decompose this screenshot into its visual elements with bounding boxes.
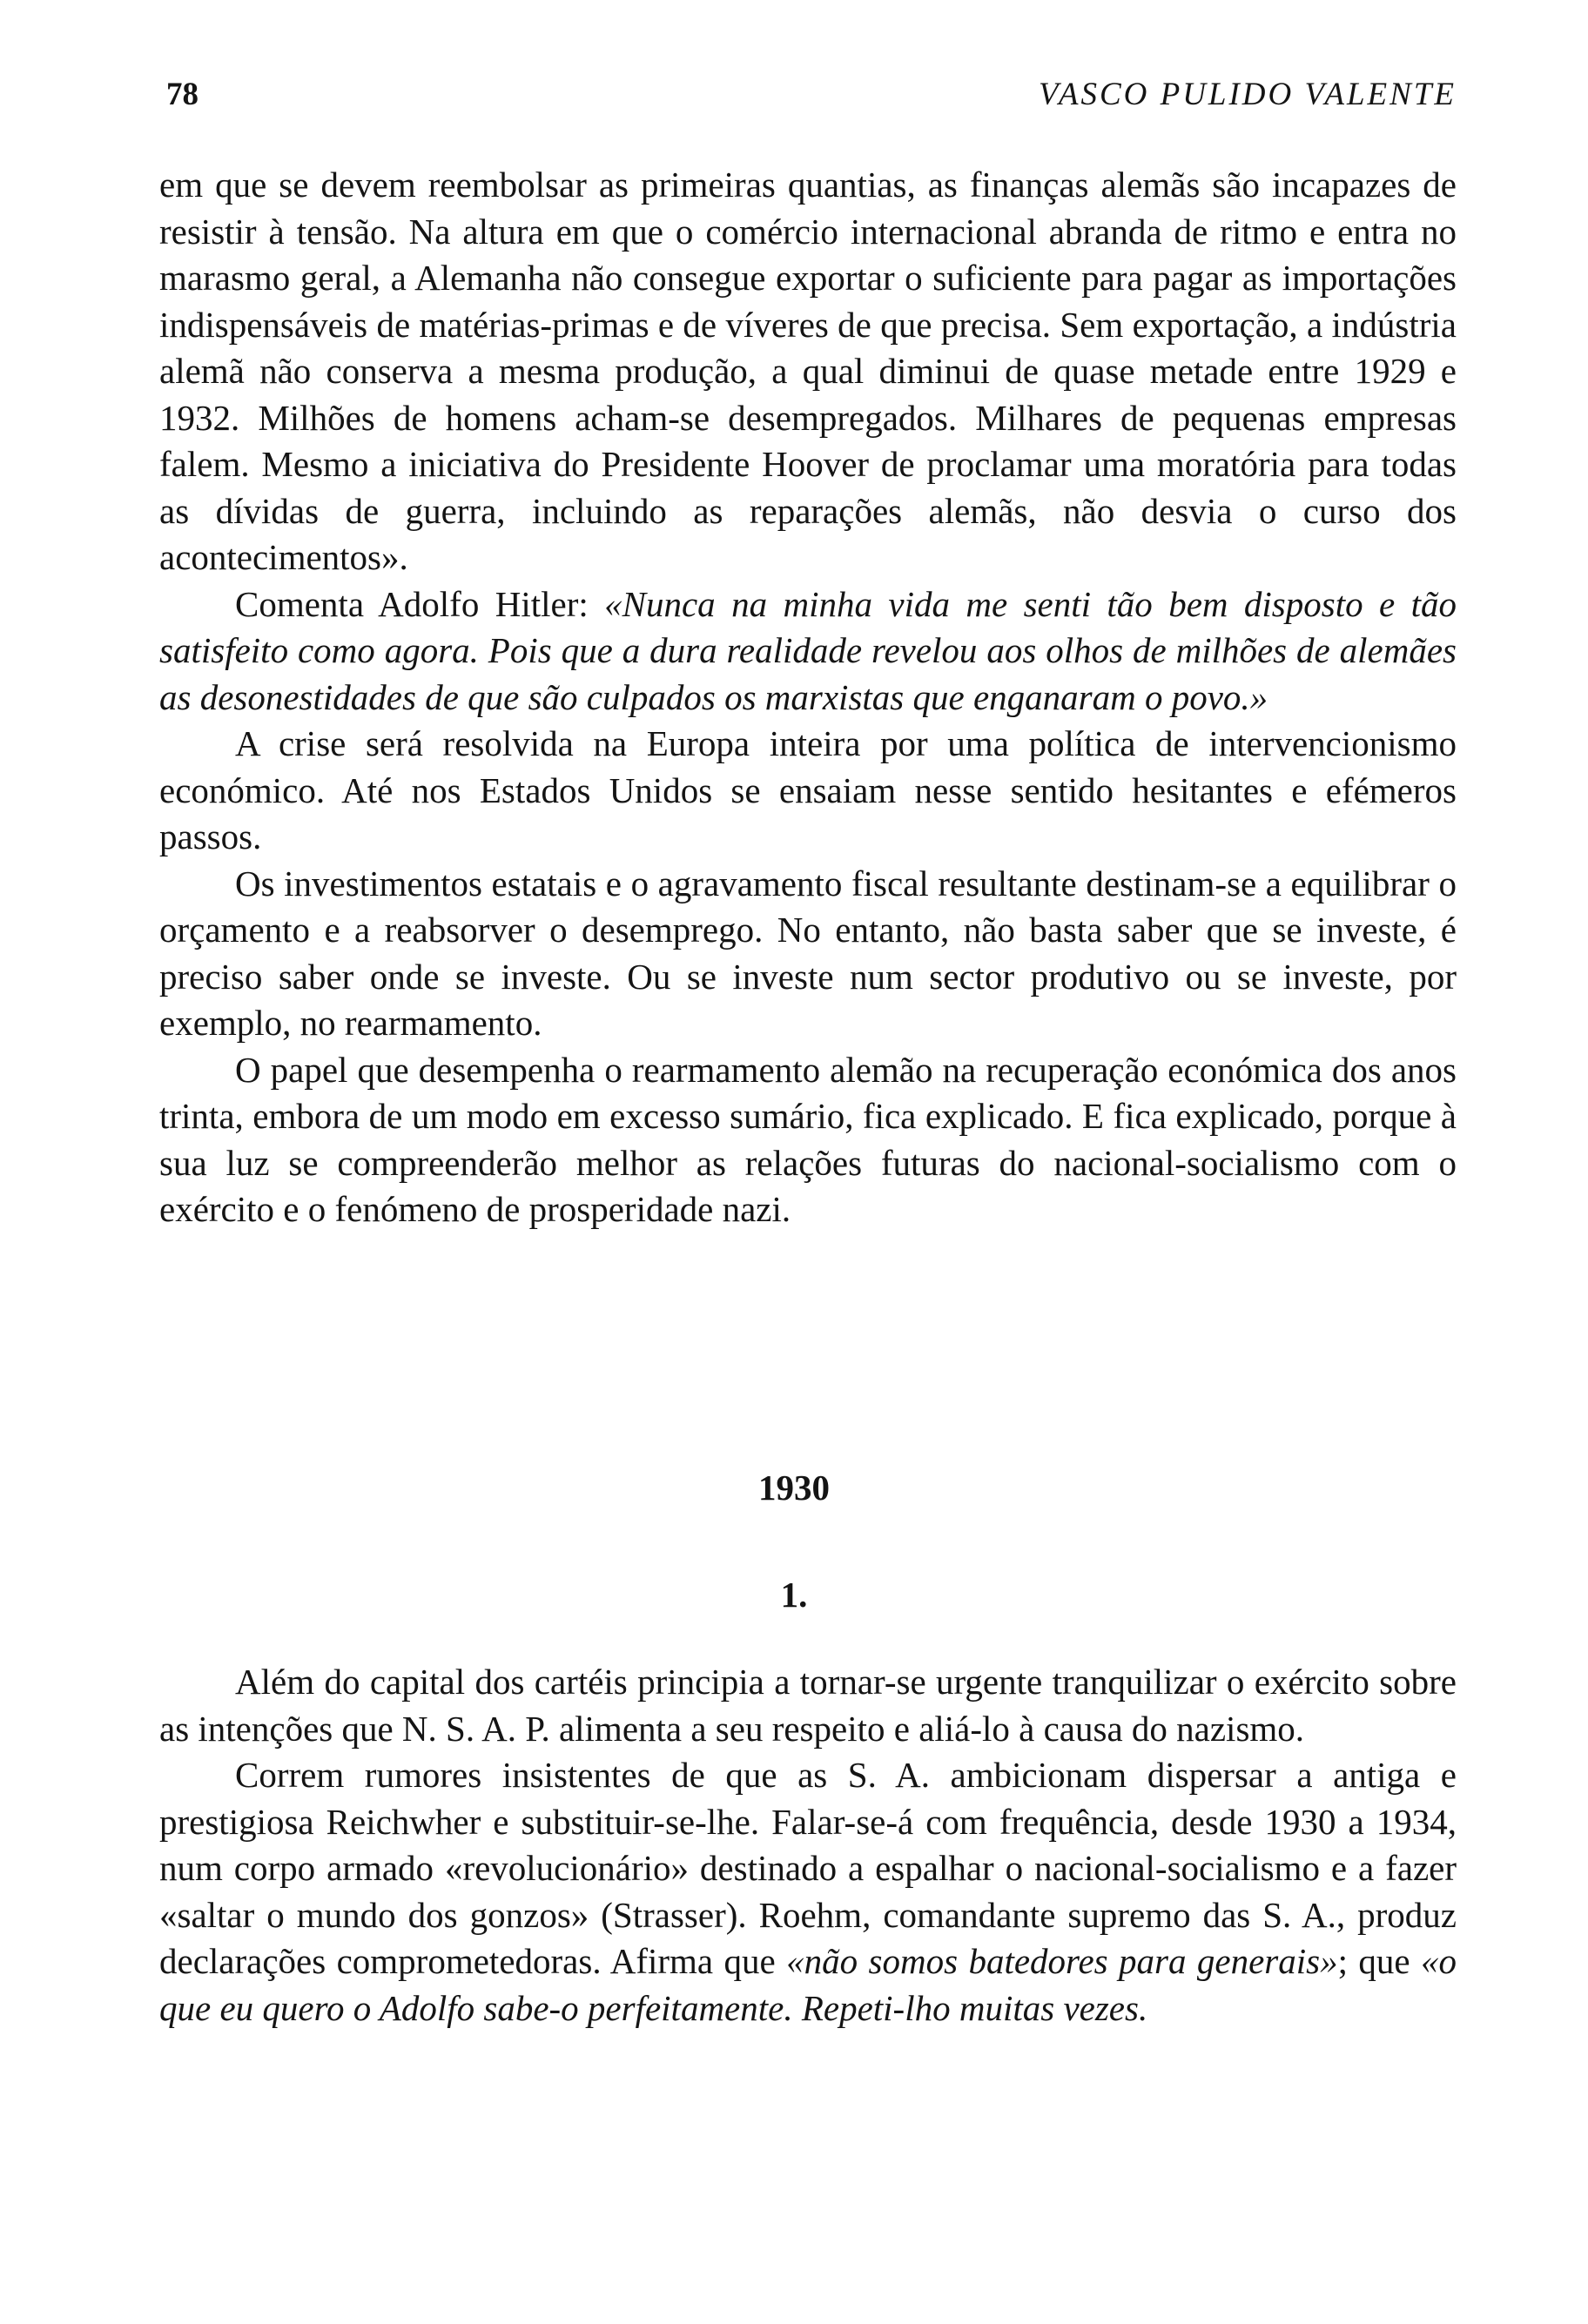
paragraph-7 bbox=[159, 1752, 1457, 2032]
paragraph-2-lead: Comenta Adolfo Hitler: bbox=[235, 583, 605, 624]
paragraph-3: A crise será resolvida na Europa inteira por uma política de intervencionismo económico. Até nos Estados Unidos se ensaiam nesse sentido hesitantes e efémeros passos. bbox=[159, 723, 1457, 856]
paragraph-1: em que se devem reembolsar as primeiras quantias, as finanças alemãs são incapazes de resistir à tensão. Na altura em que o comércio internacional abranda de ritmo e entra no marasmo geral, a Alemanha não consegue exportar o suficiente para pagar as importações indispensáveis de matérias-primas e de víveres de que precisa. Sem exportação, a indústria alemã não conserva a mesma produção, a qual diminui de quase metade entre 1929 e 1932. Milhões de homens acham-se desempregados. Milhares de pequenas empresas falem. Mesmo a iniciativa do Presidente Hoover de proclamar uma moratória para todas as dívidas de guerra, incluindo as reparações alemãs, não desvia o curso dos acontecimentos». bbox=[159, 165, 1457, 577]
running-head bbox=[159, 73, 1457, 117]
paragraph-7-lead: Correm rumores insistentes de que as S. A. ambicionam dispersar a antiga e prestigiosa Reichwher e substituir-se-lhe. Falar-se-á com frequência, desde 1930 a 1934, num corpo armado «revolucionário» destinado a espalhar o nacional-socialismo e a fazer «saltar o mundo dos gonzos» (Strasser). Roehm, comandante supremo das S. A., produz declarações comprometedoras. Afirma que bbox=[159, 1755, 1457, 1981]
paragraph-7-mid: ; que bbox=[1337, 1941, 1421, 1981]
page-number: 78 bbox=[166, 77, 198, 112]
body-text-top bbox=[159, 162, 1457, 1233]
section-year-heading: 1930 bbox=[758, 1468, 830, 1508]
paragraph-4: Os investimentos estatais e o agravamento fiscal resultante destinam-se a equilibrar o orçamento e a reabsorver o desemprego. No entanto, não basta saber que se investe, é preciso saber onde se investe. Ou se investe num sector produtivo ou se investe, por exemplo, no rearmamento. bbox=[159, 863, 1457, 1043]
running-title: VASCO PULIDO VALENTE bbox=[1038, 77, 1457, 112]
section-number-heading: 1. bbox=[780, 1575, 808, 1615]
paragraph-6: Além do capital dos cartéis principia a tornar-se urgente tranquilizar o exército sobre as intenções que N. S. A. P. alimenta a seu respeito e aliá-lo à causa do nazismo. bbox=[159, 1662, 1457, 1749]
body-text-bottom bbox=[159, 1659, 1457, 2032]
roehm-quote-2: «o que eu quero o Adolfo sabe-o perfeitamente. Repeti-lho muitas vezes. bbox=[159, 1941, 1457, 2028]
roehm-quote-1: «não somos batedores para generais» bbox=[786, 1941, 1338, 1981]
paragraph-2 bbox=[159, 581, 1457, 722]
paragraph-5: O papel que desempenha o rearmamento alemão na recuperação económica dos anos trinta, embora de um modo em excesso sumário, fica explicado. E fica explicado, porque à sua luz se compreenderão melhor as relações futuras do nacional-socialismo com o exército e o fenómeno de prosperidade nazi. bbox=[159, 1049, 1457, 1229]
hitler-quote: «Nunca na minha vida me senti tão bem disposto e tão satisfeito como agora. Pois que a dura realidade revelou aos olhos de milhões de alemães as desonestidades de que são culpados os marxistas que enganaram o povo.» bbox=[159, 583, 1457, 717]
